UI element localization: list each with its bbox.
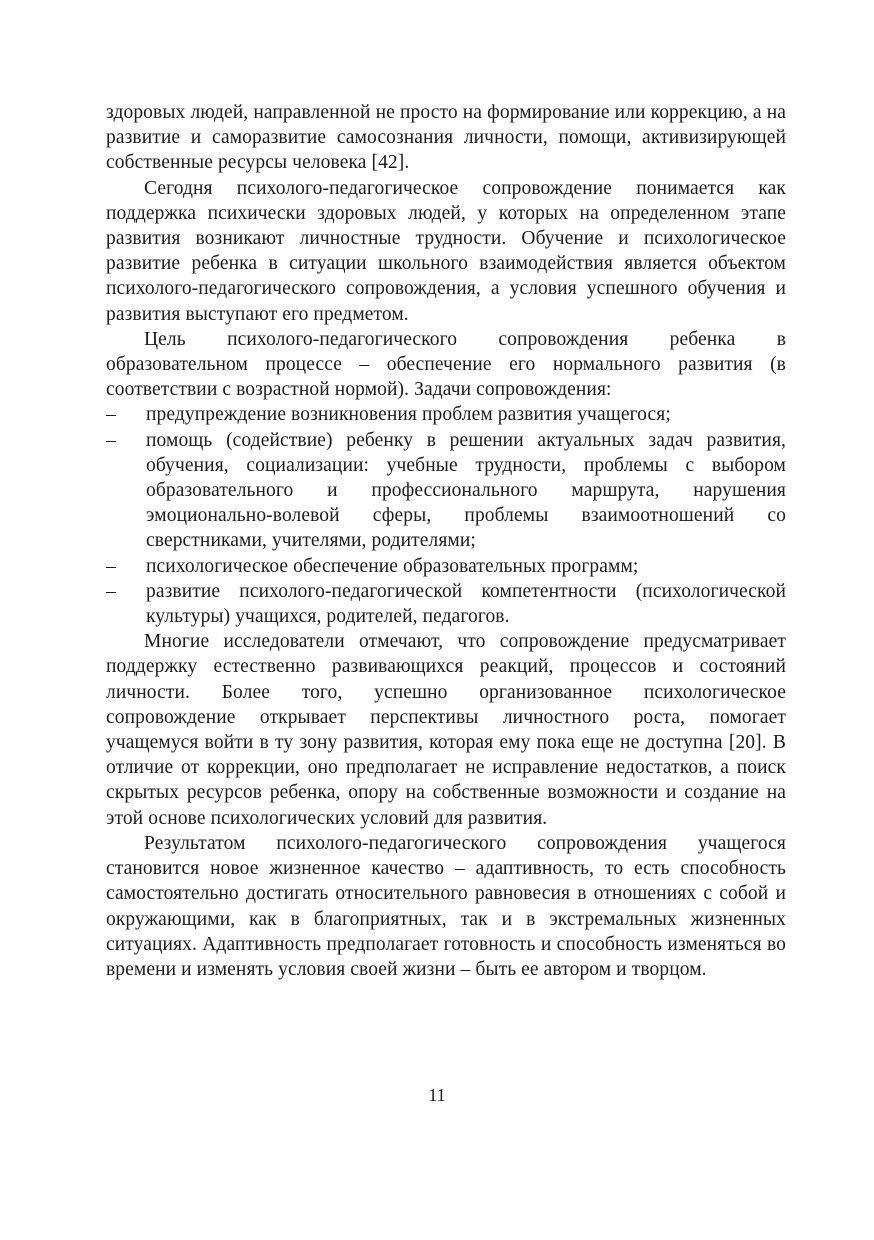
list-item-text: развитие психолого-педагогической компетентности (психологической культуры) учащихся, родителей, педагогов. xyxy=(146,580,786,628)
paragraph: Многие исследователи отмечают, что сопровождение предусматривает поддержку естественно развивающихся реакций, процессов и состояний личности. Более того, успешно организованное психологическое сопровождение открывает перспективы личностного роста, помогает учащемуся войти в ту зону развития, которая ему пока еще не доступна [20]. В отличие от коррекции, оно предполагает не исправление недостатков, а поиск скрытых ресурсов ребенка, опору на собственные возможности и создание на этой основе психологических условий для развития. xyxy=(106,631,786,829)
paragraph: здоровых людей, направленной не просто на формирование или коррекцию, а на развитие и саморазвитие самосознания личности, помощи, активизирующей собственные ресурсы человека [42]. xyxy=(106,102,786,174)
list-dash-marker: – xyxy=(106,580,116,602)
list-dash-marker: – xyxy=(106,404,116,426)
list-dash-marker: – xyxy=(106,555,116,577)
paragraph: Сегодня психолого-педагогическое сопровождение понимается как поддержка психически здоровых людей, у которых на определенном этапе развития возникают личностные трудности. Обучение и психологическое развитие ребенка в ситуации школьного взаимодействия является объектом психолого-педагогического сопровождения, а условия успешного обучения и развития выступают его предметом. xyxy=(106,177,786,325)
list-item xyxy=(106,428,786,554)
list-dash-marker: – xyxy=(106,429,116,451)
paragraph: Результатом психолого-педагогического сопровождения учащегося становится новое жизненное качество – адаптивность, то есть способность самостоятельно достигать относительного равновесия в отношениях с собой и окружающими, как в благоприятных, так и в экстремальных жизненных ситуациях. Адаптивность предполагает готовность и способность изменяться во времени и изменять условия своей жизни – быть ее автором и творцом. xyxy=(106,832,786,980)
list-item-text: помощь (содействие) ребенку в решении актуальных задач развития, обучения, социализации: учебные трудности, проблемы с выбором образовательного и профессионального маршрута, нарушения эмоционально-волевой сферы, проблемы взаимоотношений со сверстниками, учителями, родителями; xyxy=(146,429,786,552)
list-item xyxy=(106,579,786,629)
text-block xyxy=(106,100,786,982)
list-item-text: предупреждение возникновения проблем развития учащегося; xyxy=(146,404,671,426)
list-item xyxy=(106,554,786,579)
list-item xyxy=(106,402,786,427)
paragraph: Цель психолого-педагогического сопровождения ребенка в образовательном процессе – обеспечение его нормального развития (в соответствии с возрастной нормой). Задачи сопровождения: xyxy=(106,328,786,401)
page-number: 11 xyxy=(428,1085,446,1105)
list-item-text: психологическое обеспечение образовательных программ; xyxy=(146,555,639,577)
